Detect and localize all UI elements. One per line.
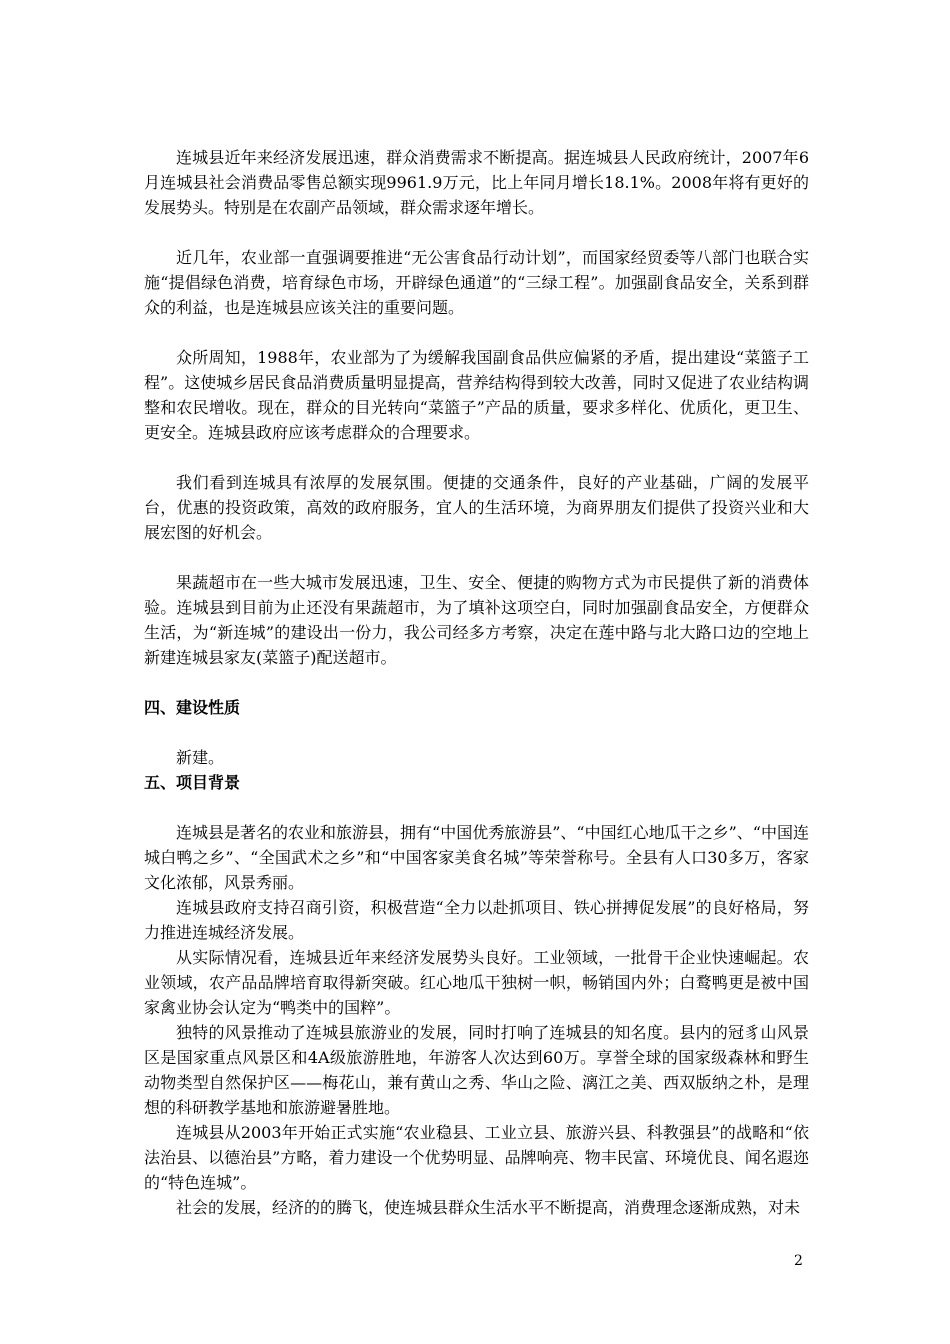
section-heading-background: 五、项目背景 (144, 773, 241, 792)
background-paragraph: 连城县是著名的农业和旅游县，拥有“中国优秀旅游县”、“中国红心地瓜干之乡”、“中国连城白鸭之乡”、“全国武术之乡”和“中国客家美食名城”等荣誉称号。全县有人口30多万，客家文化浓郁，风景秀丽。 (144, 823, 809, 892)
paragraph-supermarket: 果蔬超市在一些大城市发展迅速，卫生、安全、便捷的购物方式为市民提供了新的消费体验。连城县到目前为止还没有果蔬超市，为了填补这项空白，同时加强副食品安全，方便群众生活，为“新连城”的建设出一份力，我公司经多方考察，决定在莲中路与北大路口边的空地上新建连城县家友(菜篮子)配送超市。 (144, 573, 809, 667)
section-text-nature: 新建。 (176, 748, 225, 767)
paragraph-food-safety: 近几年，农业部一直强调要推进“无公害食品行动计划”，而国家经贸委等八部门也联合实施“提倡绿色消费，培育绿色市场，开辟绿色通道”的“三绿工程”。加强副食品安全，关系到群众的利益，也是连城县应该关注的重要问题。 (144, 248, 809, 317)
paragraph-economy: 连城县近年来经济发展迅速，群众消费需求不断提高。据连城县人民政府统计，2007年6月连城县社会消费品零售总额实现9961.9万元，比上年同月增长18.1%。2008年将有更好的发展势头。特别是在农副产品领域，群众需求逐年增长。 (144, 148, 809, 217)
background-paragraph: 连城县政府支持召商引资，积极营造“全力以赴抓项目、铁心拼搏促发展”的良好格局，努力推进连城经济发展。 (144, 898, 809, 942)
background-paragraph: 独特的风景推动了连城县旅游业的发展，同时打响了连城县的知名度。县内的冠豸山风景区是国家重点风景区和4A级旅游胜地，年游客人次达到60万。享誉全球的国家级森林和野生动物类型自然保护区——梅花山，兼有黄山之秀、华山之险、漓江之美、西双版纳之朴，是理想的科研教学基地和旅游避暑胜地。 (144, 1023, 809, 1117)
paragraph-vegetable-basket: 众所周知，1988年，农业部为了为缓解我国副食品供应偏紧的矛盾，提出建设“菜篮子工程”。这使城乡居民食品消费质量明显提高，营养结构得到较大改善，同时又促进了农业结构调整和农民增收。现在，群众的目光转向“菜篮子”产品的质量，要求多样化、优质化，更卫生、更安全。连城县政府应该考虑群众的合理要求。 (144, 348, 809, 442)
page-body (144, 145, 809, 1220)
paragraph-development: 我们看到连城具有浓厚的发展氛围。便捷的交通条件，良好的产业基础，广阔的发展平台，优惠的投资政策，高效的政府服务，宜人的生活环境，为商界朋友们提供了投资兴业和大展宏图的好机会。 (144, 473, 809, 542)
background-paragraph: 从实际情况看，连城县近年来经济发展势头良好。工业领域，一批骨干企业快速崛起。农业领域，农产品品牌培育取得新突破。红心地瓜干独树一帜，畅销国内外；白鹜鸭更是被中国家禽业协会认定为“鸭类中的国粹”。 (144, 948, 809, 1017)
background-paragraph: 连城县从2003年开始正式实施“农业稳县、工业立县、旅游兴县、科教强县”的战略和“依法治县、以德治县”方略，着力建设一个优势明显、品牌响亮、物丰民富、环境优良、闻名遐迩的“特色连城”。 (144, 1123, 809, 1192)
page-number: 2 (794, 1253, 803, 1269)
background-paragraph: 社会的发展，经济的的腾飞，使连城县群众生活水平不断提高，消费理念逐渐成熟，对未 (176, 1198, 801, 1217)
section-heading-nature: 四、建设性质 (144, 698, 241, 717)
